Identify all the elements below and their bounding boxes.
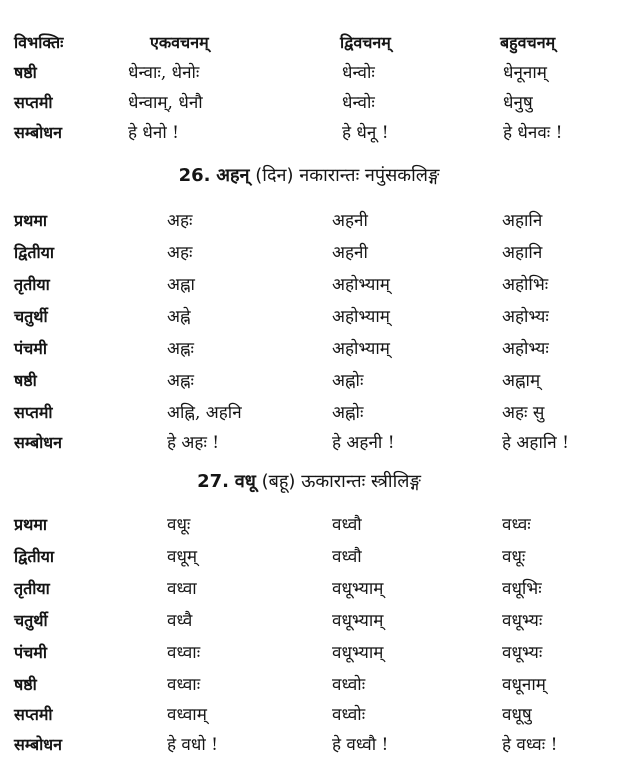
table-row (0, 238, 618, 268)
section-type: नकारान्तः नपुंसकलिङ्ग (299, 165, 440, 186)
case-label: षष्ठी (14, 675, 37, 694)
singular-form: वध्वाम् (167, 705, 207, 725)
dual-form: अहोभ्याम् (332, 275, 390, 295)
dual-form: वधूभ्याम् (332, 643, 384, 663)
singular-form: अह्ना (167, 275, 195, 295)
plural-form: अहानि (502, 211, 543, 231)
plural-form: वधूषु (502, 705, 532, 725)
case-label: प्रथमा (14, 211, 48, 230)
plural-form: वधूभिः (502, 579, 542, 599)
singular-form: धेन्वाम्, धेनौ (128, 93, 203, 113)
dual-form: हे अहनी ! (332, 433, 395, 453)
table-row (0, 730, 618, 760)
section-word: अहन् (216, 165, 250, 186)
section-word: वधू (234, 471, 256, 492)
dual-form: वध्वोः (332, 675, 366, 695)
singular-form: हे धेनो ! (128, 123, 179, 143)
plural-form: वधूनाम् (502, 675, 546, 695)
singular-form: वध्वै (167, 611, 193, 631)
singular-form: हे अहः ! (167, 433, 220, 453)
section-meaning: (दिन) (255, 165, 294, 186)
dual-form: धेन्वोः (342, 93, 375, 113)
table-row (0, 366, 618, 396)
case-label: पंचमी (14, 643, 47, 662)
dual-form: वध्वौ (332, 547, 362, 567)
plural-form: वधूः (502, 547, 526, 567)
section-meaning: (बहू) (261, 471, 296, 492)
case-label: चतुर्थी (14, 307, 48, 326)
table-row (0, 88, 618, 118)
plural-form: हे अहानि ! (502, 433, 569, 453)
header-plural: बहुवचनम् (500, 33, 556, 52)
plural-form: अहोभिः (502, 275, 549, 295)
singular-form: अह्नः (167, 339, 194, 359)
case-label: षष्ठी (14, 63, 37, 82)
singular-form: अहः (167, 211, 193, 231)
singular-form: वध्वाः (167, 675, 201, 695)
case-label: तृतीया (14, 275, 50, 294)
section-26-title (0, 160, 618, 192)
table-row (0, 428, 618, 458)
table-row (0, 638, 618, 668)
section-27-title (0, 466, 618, 498)
plural-form: अहोभ्यः (502, 307, 549, 327)
singular-form: वधूः (167, 515, 191, 535)
header-dual: द्विवचनम् (340, 33, 391, 52)
dual-form: अहोभ्याम् (332, 339, 390, 359)
singular-form: धेन्वाः, धेनोः (128, 63, 200, 83)
dual-form: अह्नोः (332, 403, 364, 423)
singular-form: वध्वा (167, 579, 197, 599)
dual-form: अहनी (332, 243, 368, 263)
plural-form: हे धेनवः ! (503, 123, 563, 143)
table-row (0, 542, 618, 572)
plural-form: अहोभ्यः (502, 339, 549, 359)
table-row (0, 58, 618, 88)
case-label: तृतीया (14, 579, 50, 598)
section-type: ऊकारान्तः स्त्रीलिङ्ग (301, 471, 421, 492)
plural-form: हे वध्वः ! (502, 735, 558, 755)
dual-form: अहनी (332, 211, 368, 231)
singular-form: अह्नः (167, 371, 194, 391)
dual-form: वधूभ्याम् (332, 579, 384, 599)
table-row (0, 700, 618, 730)
plural-form: अहः सु (502, 403, 545, 423)
plural-form: वधूभ्यः (502, 643, 543, 663)
table-row (0, 270, 618, 300)
header-singular: एकवचनम् (150, 33, 209, 52)
singular-form: वध्वाः (167, 643, 201, 663)
case-label: सप्तमी (14, 93, 53, 112)
singular-form: अहः (167, 243, 193, 263)
case-label: चतुर्थी (14, 611, 48, 630)
singular-form: अह्नि, अहनि (167, 403, 242, 423)
table-row (0, 334, 618, 364)
plural-form: धेनुषु (503, 93, 533, 113)
plural-form: धेनूनाम् (503, 63, 547, 83)
case-label: सप्तमी (14, 403, 53, 422)
table-row (0, 206, 618, 236)
plural-form: वध्वः (502, 515, 531, 535)
singular-form: वधूम् (167, 547, 198, 567)
table-row (0, 510, 618, 540)
dual-form: हे वध्वौ ! (332, 735, 389, 755)
table-row (0, 606, 618, 636)
dual-form: वध्वोः (332, 705, 366, 725)
dual-form: अह्नोः (332, 371, 364, 391)
dual-form: अहोभ्याम् (332, 307, 390, 327)
table-row (0, 302, 618, 332)
table-row (0, 398, 618, 428)
plural-form: अहानि (502, 243, 543, 263)
singular-form: हे वधो ! (167, 735, 218, 755)
case-label: सप्तमी (14, 705, 53, 724)
dual-form: धेन्वोः (342, 63, 375, 83)
singular-form: अह्ने (167, 307, 191, 327)
dual-form: वध्वौ (332, 515, 362, 535)
plural-form: अह्नाम् (502, 371, 541, 391)
table-row (0, 574, 618, 604)
table-row (0, 118, 618, 148)
case-label: सम्बोधन (14, 433, 63, 452)
case-label: द्वितीया (14, 243, 55, 262)
section-number: 26. (178, 165, 211, 186)
case-label: पंचमी (14, 339, 47, 358)
dual-form: हे धेनू ! (342, 123, 389, 143)
case-label: द्वितीया (14, 547, 55, 566)
table-header-row (0, 28, 618, 58)
plural-form: वधूभ्यः (502, 611, 543, 631)
case-label: प्रथमा (14, 515, 48, 534)
header-case: विभक्तिः (14, 33, 64, 52)
case-label: सम्बोधन (14, 123, 63, 142)
dual-form: वधूभ्याम् (332, 611, 384, 631)
case-label: षष्ठी (14, 371, 37, 390)
table-row (0, 670, 618, 700)
case-label: सम्बोधन (14, 735, 63, 754)
section-number: 27. (197, 471, 230, 492)
